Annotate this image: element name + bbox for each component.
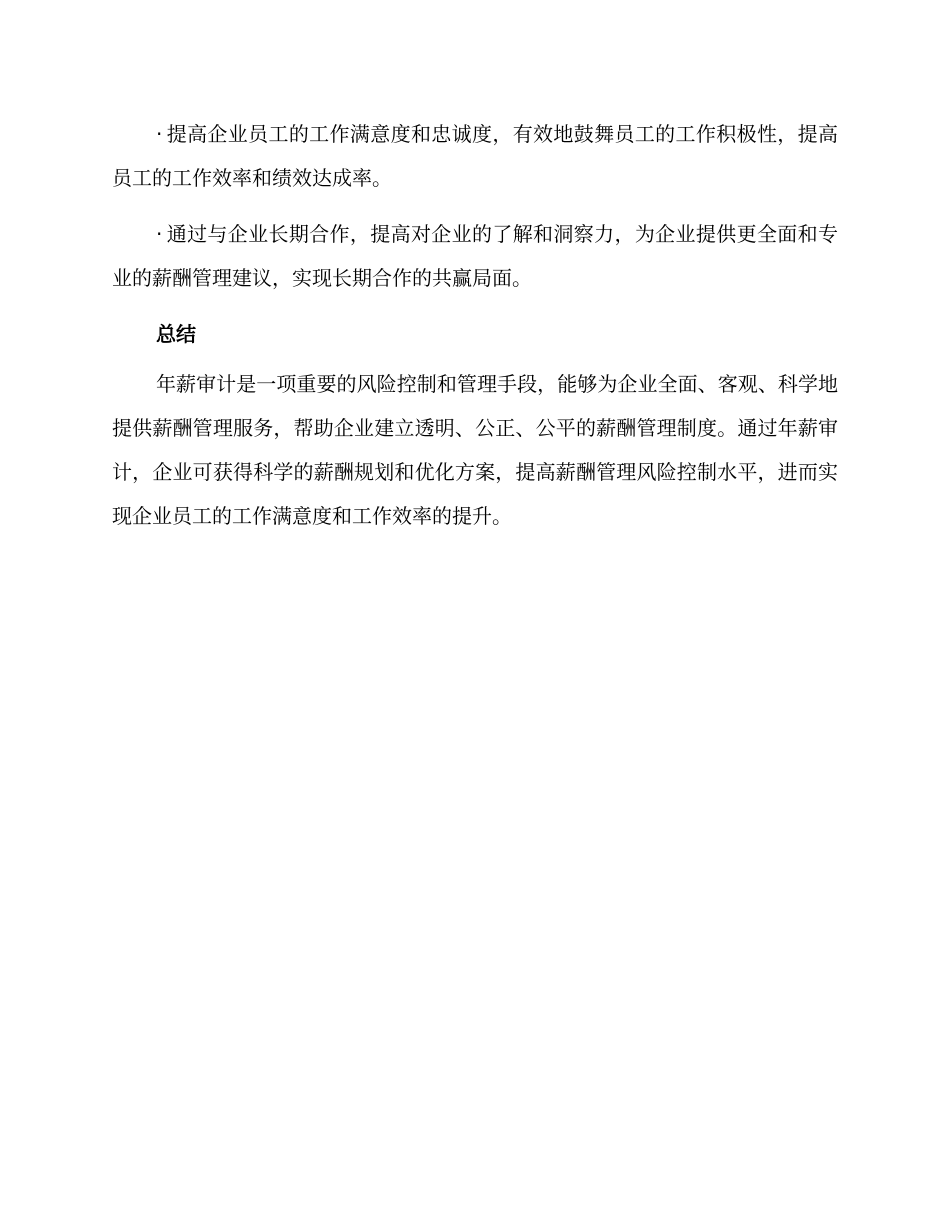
summary-heading: 总结: [156, 322, 196, 346]
bullet-paragraph-1: [112, 112, 838, 200]
bullet-paragraph-2: [112, 212, 838, 300]
bullet-text: 通过与企业长期合作，提高对企业的了解和洞察力，为企业提供更全面和专业的薪酬管理建议，实现长期合作的共赢局面。: [112, 222, 838, 290]
bullet-marker: ·: [156, 222, 163, 246]
bullet-marker: ·: [156, 122, 163, 146]
bullet-text: 提高企业员工的工作满意度和忠诚度，有效地鼓舞员工的工作积极性，提高员工的工作效率和绩效达成率。: [112, 122, 838, 190]
summary-paragraph: 年薪审计是一项重要的风险控制和管理手段，能够为企业全面、客观、科学地提供薪酬管理服务，帮助企业建立透明、公正、公平的薪酬管理制度。通过年薪审计，企业可获得科学的薪酬规划和优化方案，提高薪酬管理风险控制水平，进而实现企业员工的工作满意度和工作效率的提升。: [112, 372, 838, 528]
